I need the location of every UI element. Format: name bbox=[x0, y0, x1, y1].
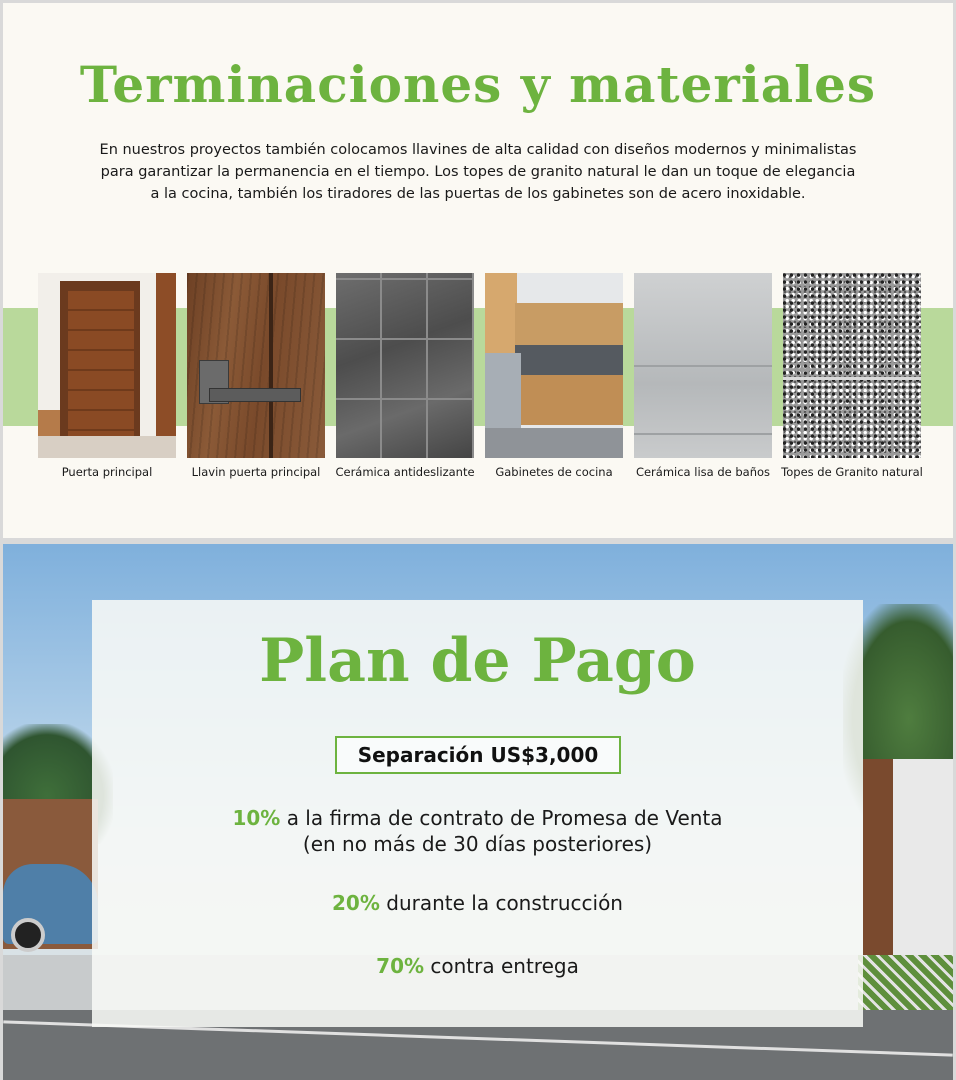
photo-granito bbox=[783, 273, 921, 458]
payment-percent: 10% bbox=[232, 806, 281, 830]
materials-title: Terminaciones y materiales bbox=[79, 55, 877, 114]
payment-text: a la firma de contrato de Promesa de Venta bbox=[286, 806, 723, 830]
materials-intro: En nuestros proyectos también colocamos llavines de alta calidad con diseños modernos y minimalistas para garantizar la permanencia en el tiempo. Los topes de granito natural le dan un toque de elegancia a la cocina, también los tiradores de las puertas de los gabinetes son de acero inoxidable. bbox=[99, 142, 857, 202]
photo-llavin bbox=[187, 273, 325, 458]
payment-line-20 bbox=[92, 890, 863, 916]
background-wood-panel bbox=[863, 759, 893, 959]
payment-line-10 bbox=[92, 805, 863, 857]
payment-panel bbox=[92, 600, 863, 1027]
background-car bbox=[3, 864, 98, 944]
payment-percent: 70% bbox=[376, 954, 425, 978]
payment-percent: 20% bbox=[332, 891, 380, 915]
payment-slide bbox=[3, 544, 953, 1080]
payment-text: contra entrega bbox=[430, 954, 579, 978]
materials-slide bbox=[3, 3, 953, 538]
photo-gabinetes bbox=[485, 273, 623, 458]
caption-ceramica-antideslizante: Cerámica antideslizante bbox=[335, 465, 475, 479]
caption-granito: Topes de Granito natural bbox=[781, 465, 923, 479]
payment-line-70 bbox=[92, 953, 863, 979]
caption-puerta-principal: Puerta principal bbox=[61, 465, 153, 479]
payment-text: durante la construcción bbox=[386, 891, 623, 915]
payment-note: (en no más de 30 días posteriores) bbox=[302, 832, 653, 856]
photo-ceramica-antideslizante bbox=[336, 273, 474, 458]
photo-ceramica-lisa bbox=[634, 273, 772, 458]
separation-box: Separación US$3,000 bbox=[335, 736, 621, 774]
payment-title: Plan de Pago bbox=[259, 626, 696, 696]
caption-gabinetes: Gabinetes de cocina bbox=[495, 465, 613, 479]
photo-puerta-principal bbox=[38, 273, 176, 458]
caption-ceramica-lisa: Cerámica lisa de baños bbox=[635, 465, 771, 479]
caption-llavin: Llavin puerta principal bbox=[191, 465, 321, 479]
background-grass bbox=[858, 955, 953, 1010]
